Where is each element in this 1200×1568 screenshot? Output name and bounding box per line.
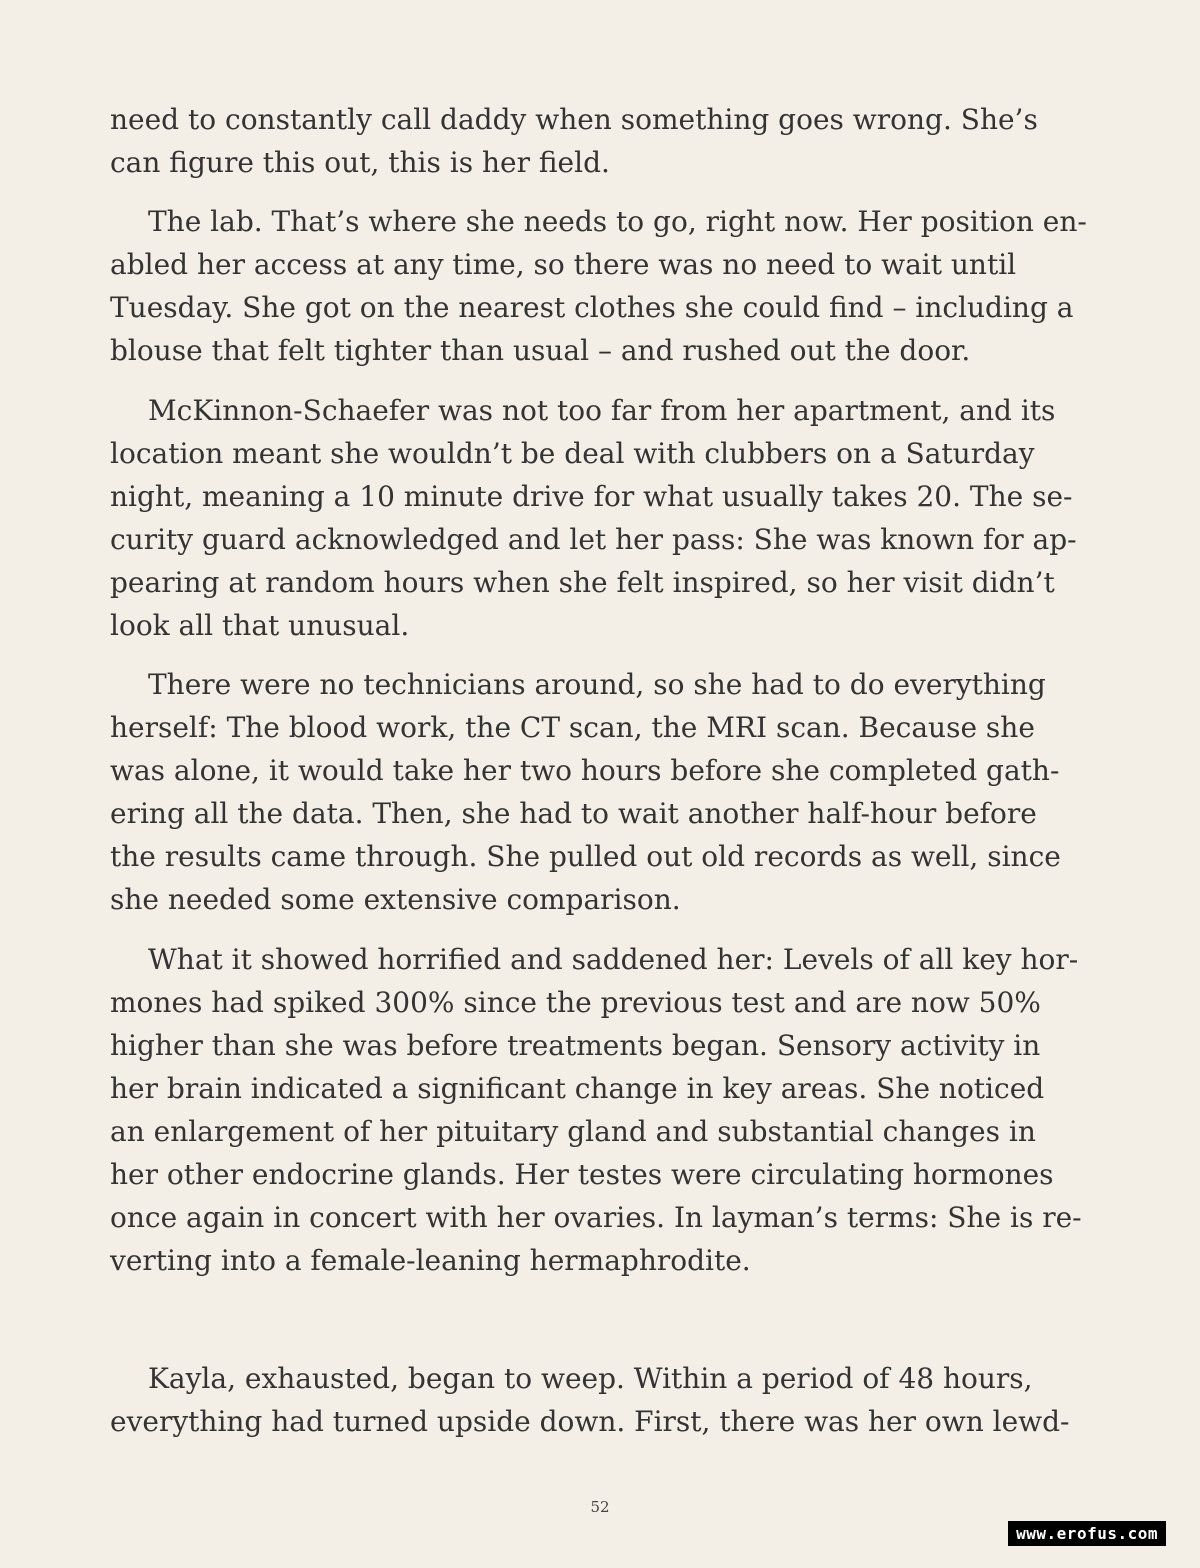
text-line: everything had turned upside down. First, there was her own lewd- xyxy=(110,1405,1070,1438)
text-line: need to constantly call daddy when something goes wrong. She’s xyxy=(110,103,1038,136)
text-line: higher than she was before treatments began. Sensory activity in xyxy=(110,1029,1041,1062)
text-line: Tuesday. She got on the nearest clothes she could find – including a xyxy=(110,291,1074,324)
text-line: her other endocrine glands. Her testes were circulating hormones xyxy=(110,1158,1054,1191)
text-line: her brain indicated a significant change in key areas. She noticed xyxy=(110,1072,1045,1105)
text-line: pearing at random hours when she felt inspired, so her visit didn’t xyxy=(110,566,1055,599)
text-line: The lab. That’s where she needs to go, right now. Her position en- xyxy=(148,205,1087,238)
text-line: herself: The blood work, the CT scan, the MRI scan. Because she xyxy=(110,711,1035,744)
text-line: once again in concert with her ovaries. In layman’s terms: She is re- xyxy=(110,1201,1082,1234)
text-line: McKinnon-Schaefer was not too far from her apartment, and its xyxy=(148,394,1056,427)
text-line: There were no technicians around, so she had to do everything xyxy=(148,668,1046,701)
text-line: was alone, it would take her two hours before she completed gath- xyxy=(110,754,1060,787)
text-line: look all that unusual. xyxy=(110,609,410,642)
text-line: an enlargement of her pituitary gland and substantial changes in xyxy=(110,1115,1036,1148)
text-line: What it showed horrified and saddened her: Levels of all key hor- xyxy=(148,943,1079,976)
text-line: blouse that felt tighter than usual – and rushed out the door. xyxy=(110,334,971,367)
text-line: abled her access at any time, so there was no need to wait until xyxy=(110,248,1017,281)
text-line: Kayla, exhausted, began to weep. Within a period of 48 hours, xyxy=(148,1362,1033,1395)
text-line: night, meaning a 10 minute drive for what usually takes 20. The se- xyxy=(110,480,1073,513)
text-line: she needed some extensive comparison. xyxy=(110,883,681,916)
text-line: the results came through. She pulled out old records as well, since xyxy=(110,840,1061,873)
text-line: curity guard acknowledged and let her pass: She was known for ap- xyxy=(110,523,1077,556)
text-line: can figure this out, this is her field. xyxy=(110,146,610,179)
text-line: ering all the data. Then, she had to wait another half-hour before xyxy=(110,797,1037,830)
text-line: verting into a female-leaning hermaphrodite. xyxy=(110,1244,751,1277)
page-number: 52 xyxy=(590,1498,610,1516)
text-line: mones had spiked 300% since the previous test and are now 50% xyxy=(110,986,1041,1019)
watermark: www.erofus.com xyxy=(1008,1521,1166,1546)
text-line: location meant she wouldn’t be deal with clubbers on a Saturday xyxy=(110,437,1035,470)
